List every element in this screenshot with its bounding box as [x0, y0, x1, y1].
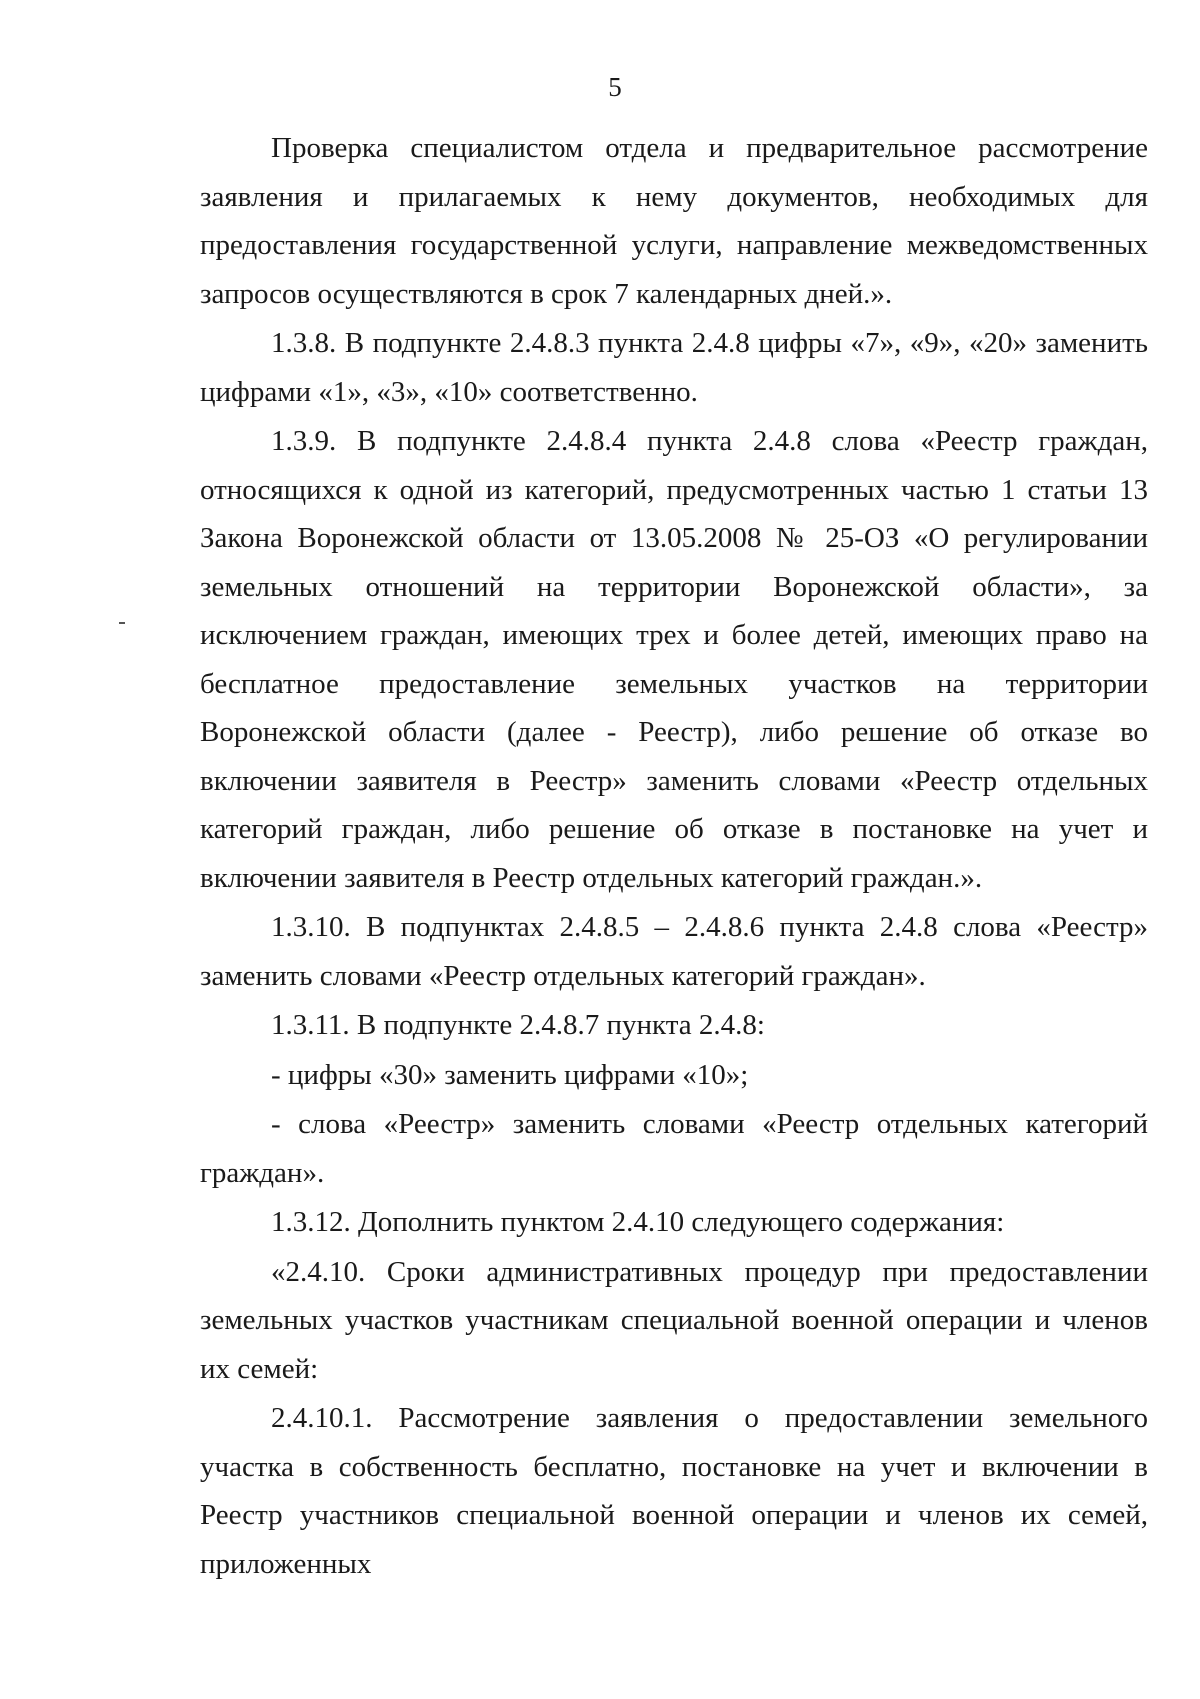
- paragraph-1-3-10: 1.3.10. В подпунктах 2.4.8.5 – 2.4.8.6 пункта 2.4.8 слова «Реестр» заменить словами «Реестр отдельных категорий граждан».: [200, 911, 1148, 992]
- paragraph-2-4-10-1: 2.4.10.1. Рассмотрение заявления о предоставлении земельного участка в собственность бесплатно, постановке на учет и включении в Реестр участников специальной военной операции и членов их семей, приложенных: [200, 1402, 1148, 1580]
- paragraph-1-3-11-item-digits: - цифры «30» заменить цифрами «10»;: [271, 1058, 749, 1091]
- paragraph-1-3-12: 1.3.12. Дополнить пунктом 2.4.10 следующего содержания:: [271, 1206, 1005, 1238]
- paragraph-2-4-10: «2.4.10. Сроки административных процедур при предоставлении земельных участков участникам специальной военной операции и членов их семей:: [200, 1255, 1148, 1385]
- paragraph-verification-term: Проверка специалистом отдела и предварительное рассмотрение заявления и прилагаемых к нему документов, необходимых для предоставления государственной услуги, направление межведомственных запросов осуществляются в срок 7 календарных дней.».: [200, 132, 1148, 310]
- page-number: 5: [608, 72, 622, 102]
- document-body: [200, 124, 1148, 1588]
- paragraph-1-3-9: 1.3.9. В подпункте 2.4.8.4 пункта 2.4.8 слова «Реестр граждан, относящихся к одной из категорий, предусмотренных частью 1 статьи 13 Закона Воронежской области от 13.05.2008 № 25-ОЗ «О регулировании земельных отношений на территории Воронежской области», за исключением граждан, имеющих трех и более детей, имеющих право на бесплатное предоставление земельных участков на территории Воронежской области (далее - Реестр), либо решение об отказе во включении заявителя в Реестр» заменить словами «Реестр отдельных категорий граждан, либо решение об отказе в постановке на учет и включении заявителя в Реестр отдельных категорий граждан.».: [200, 425, 1148, 894]
- paragraph-1-3-11: 1.3.11. В подпункте 2.4.8.7 пункта 2.4.8:: [271, 1009, 765, 1041]
- paragraph-1-3-8: 1.3.8. В подпункте 2.4.8.3 пункта 2.4.8 цифры «7», «9», «20» заменить цифрами «1», «3», «10» соответственно.: [200, 327, 1148, 408]
- paragraph-1-3-11-item-words: - слова «Реестр» заменить словами «Реестр отдельных категорий граждан».: [200, 1108, 1148, 1189]
- scan-mark: [119, 622, 125, 624]
